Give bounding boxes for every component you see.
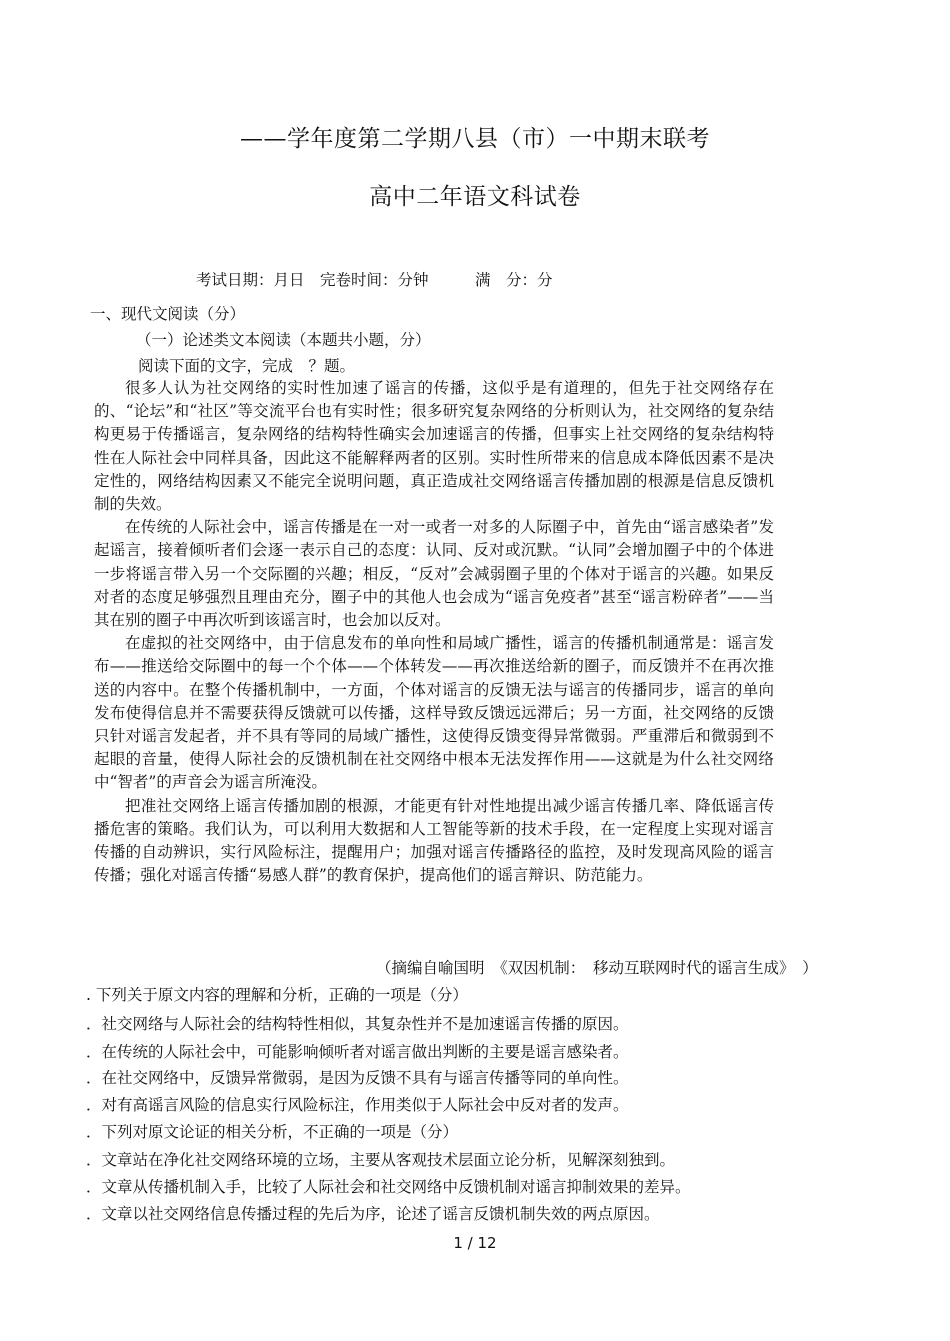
answer-option: ．在传统的人际社会中，可能影响倾听者对谣言做出判断的主要是谣言感染者。 xyxy=(86,1043,629,1061)
page-number: 1 / 12 xyxy=(453,1234,497,1252)
passage-paragraph: 很多人认为社交网络的实时性加速了谣言的传播，这似乎是有道理的，但先于社交网络存在的、“论坛”和“社区”等交流平台也有实时性；很多研究复杂网络的分析则认为，社交网络的复杂结构更易于传播谣言，复杂网络的结构特性确实会加速谣言的传播，但事实上社交网络的复杂结构特性在人际社会中同样具备，因此这不能解释两者的区别。实时性所带来的信息成本降低因素不是决定性的，网络结构因素又不能完全说明问题，真正造成社交网络谣言传播加剧的根源是信息反馈机制的失效。 xyxy=(94,379,774,514)
exam-subtitle: 高中二年语文科试卷 xyxy=(369,184,581,210)
answer-option: ．文章从传播机制入手，比较了人际社会和社交网络中反馈机制对谣言抑制效果的差异。 xyxy=(86,1178,691,1196)
section-heading: 一、现代文阅读（分） xyxy=(90,305,246,323)
passage-paragraph: 在虚拟的社交网络中，由于信息发布的单向性和局域广播性，谣言的传播机制通常是：谣言发布——推送给交际圈中的每一个个体——个体转发——再次推送给新的圈子，而反馈并不在再次推送的内容中。在整个传播机制中，一方面，个体对谣言的反馈无法与谣言的传播同步，谣言的单向发布使得信息并不需要获得反馈就可以传播，这样导致反馈远远滞后；另一方面，社交网络的反馈只针对谣言发起者，并不具有等同的局域广播性，这使得反馈变得异常微弱。严重滞后和微弱到不起眼的音量，使得人际社会的反馈机制在社交网络中根本无法发挥作用——这就是为什么社交网络中“智者”的声音会为谣言所淹没。 xyxy=(94,634,774,792)
question-stem: . 下列关于原文内容的理解和分析，正确的一项是（分） xyxy=(86,986,468,1004)
exam-title: ——学年度第二学期八县（市）一中期末联考 xyxy=(240,126,710,152)
answer-option: ．文章以社交网络信息传播过程的先后为序，论述了谣言反馈机制失效的两点原因。 xyxy=(86,1205,660,1223)
answer-option: ．对有高谣言风险的信息实行风险标注，作用类似于人际社会中反对者的发声。 xyxy=(86,1096,629,1114)
reading-passage xyxy=(94,377,774,887)
answer-option: ．文章站在净化社交网络环境的立场，主要从客观技术层面立论分析，见解深刻独到。 xyxy=(86,1151,676,1169)
question-stem: ．下列对原文论证的相关分析，不正确的一项是（分） xyxy=(86,1123,459,1141)
answer-option: ．在社交网络中，反馈异常微弱，是因为反馈不具有与谣言传播等同的单向性。 xyxy=(86,1069,629,1087)
exam-info: 考试日期：月日 完卷时间：分钟 满 分：分 xyxy=(196,271,553,289)
answer-option: ．社交网络与人际社会的结构特性相似，其复杂性并不是加速谣言传播的原因。 xyxy=(86,1015,629,1033)
passage-source: （摘编自喻国明 《双因机制： 移动互联网时代的谣言生成》 ） xyxy=(376,959,818,977)
sub-section-heading: （一）论述类文本阅读（本题共小题，分） xyxy=(136,331,431,349)
passage-paragraph: 在传统的人际社会中，谣言传播是在一对一或者一对多的人际圈子中，首先由“谣言感染者”发起谣言，接着倾听者们会逐一表示自己的态度：认同、反对或沉默。“认同”会增加圈子中的个体进一步将谣言带入另一个交际圈的兴趣；相反，“反对”会减弱圈子里的个体对于谣言的兴趣。如果反对者的态度足够强烈且理由充分，圈子中的其他人也会成为“谣言免疫者”甚至“谣言粉碎者”——当其在别的圈子中再次听到该谣言时，也会加以反对。 xyxy=(94,518,774,630)
passage-paragraph: 把准社交网络上谣言传播加剧的根源，才能更有针对性地提出减少谣言传播几率、降低谣言传播危害的策略。我们认为，可以利用大数据和人工智能等新的技术手段，在一定程度上实现对谣言传播的自动辨识，实行风险标注，提醒用户；加强对谣言传播路径的监控，及时发现高风险的谣言传播；强化对谣言传播“易感人群”的教育保护，提高他们的谣言辩识、防范能力。 xyxy=(94,796,774,885)
reading-instruction: 阅读下面的文字，完成 ？题。 xyxy=(138,357,356,375)
